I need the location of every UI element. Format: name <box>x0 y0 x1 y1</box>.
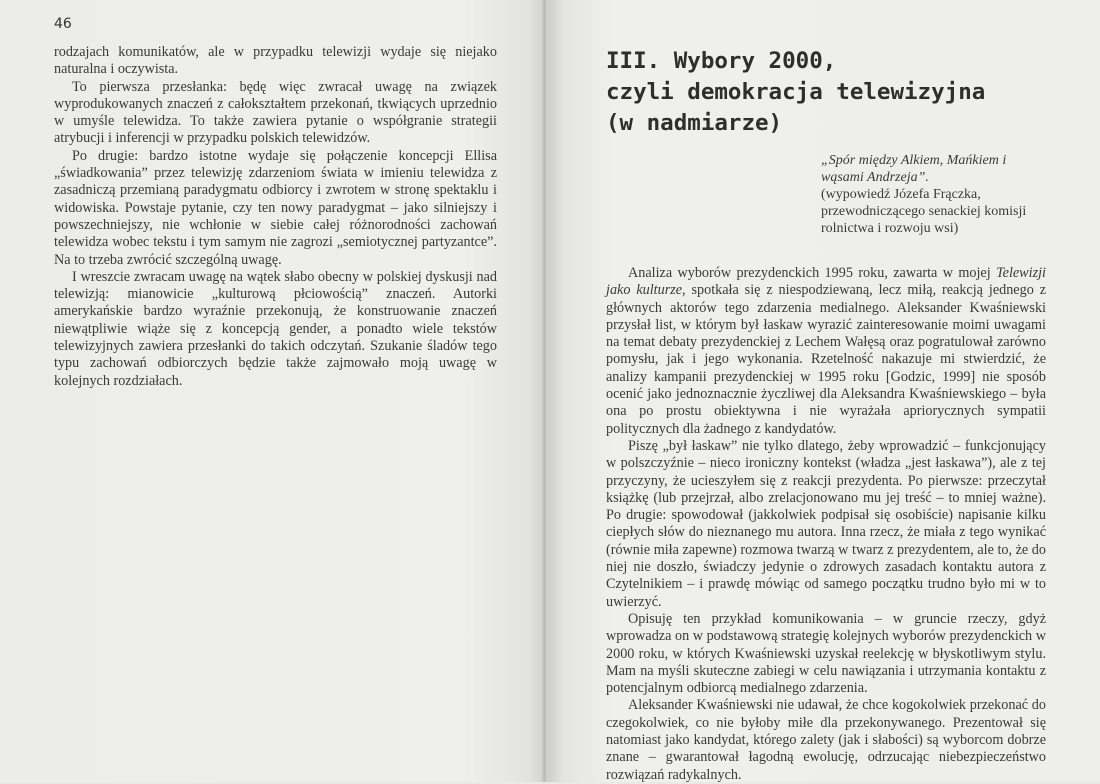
left-page <box>0 0 546 782</box>
paragraph <box>606 265 1046 438</box>
chapter-title <box>606 46 1046 139</box>
chapter-title-line: III. Wybory 2000, <box>606 48 837 74</box>
paragraph: rodzajach komunikatów, ale w przypadku telewizji wydaje się niejako naturalna i oczywista. <box>54 44 497 78</box>
right-page-text <box>606 265 1046 784</box>
page-number: 46 <box>54 16 72 32</box>
book-title: Telewizji jako kulturze <box>606 265 1046 299</box>
paragraph: Po drugie: bardzo istotne wydaje się połączenie koncepcji Ellisa „świadkowania” przez telewizję zdarzeniom świata w imieniu telewidza z zasadniczą przemianą paradygmatu odbiorcy i zwrotem w stronę spektaklu i widowiska. Powstaje pytanie, czy ten nowy paradygmat – jako silniejszy i powszechniejszy, nie wchłonie w siebie całej różnorodności zachowań telewidza wobec tekstu i tym samym nie zagrozi „semiotycznej partyzantce”. Na to trzeba zwrócić szczególną uwagę. <box>54 147 497 268</box>
epigraph <box>821 152 1046 237</box>
chapter-title-line: czyli demokracja telewizyjna <box>606 79 986 105</box>
paragraph: Opisuję ten przykład komunikowania – w gruncie rzeczy, gdyż wprowadza on w podstawową strategię kolejnych wyborów prezydenckich w 2000 roku, w których Kwaśniewski uzyskał reelekcję w błyskotliwym stylu. Mam na myśli skuteczne zabiegi w celu nawiązania i utrzymania kontaktu z potencjalnym odbiorcą medialnego zdarzenia. <box>606 610 1046 697</box>
chapter-title-line: (w nadmiarze) <box>606 110 783 136</box>
paragraph-text: Analiza wyborów prezydenckich 1995 roku, zawarta w mojej <box>628 265 997 281</box>
epigraph-quote: „Spór między Alkiem, Mańkiem i wąsami Andrzeja”. <box>821 153 1007 185</box>
paragraph: To pierwsza przesłanka: będę więc zwracał uwagę na związek wyprodukowanych znaczeń z całokształtem przekonań, tkwiących uprzednio w umyśle telewidza. To także zawiera pytanie o współgranie strategii atrybucji i inferencji w przypadku polskich telewidzów. <box>54 78 497 147</box>
paragraph: Piszę „był łaskaw” nie tylko dlatego, żeby wprowadzić – funkcjonujący w polszczyźnie – nieco ironiczny kontekst (władza „jest łaskawa”), ale z tej przyczyny, że ucieszyłem się z reakcji prezydenta. Po pierwsze: przeczytał książkę (lub przejrzał, albo zrelacjonowano mu jej treść – to mniej ważne). Po drugie: spowodował (jakkolwiek podpisał się osobiście) napisanie kilku ciepłych słów do nieznanego mu autora. Inna rzecz, że miała z tego wynikać (równie miła zapewne) rozmowa twarzą w twarz z prezydentem, ale to, że do niej nie doszło, świadczy jedynie o zdrowych zasadach kontaktu autora z Czytelnikiem – i prawdę mówiąc od samego początku trudno było mi w to uwierzyć. <box>606 437 1046 610</box>
paragraph: Aleksander Kwaśniewski nie udawał, że chce kogokolwiek przekonać do czegokolwiek, co nie byłoby miłe dla przekonywanego. Prezentował się natomiast jako kandydat, którego zalety (jak i słabości) są wyborcom dobrze znane – gwarantował łagodną ewolucję, odrzucając niebezpieczeństwo rozwiązań radykalnych. <box>606 697 1046 783</box>
paragraph-text: , spotkała się z niespodziewaną, lecz miłą, reakcją jednego z głównych aktorów tego zdarzenia medialnego. Aleksander Kwaśniewski przysłał list, w którym był łaskaw wyrazić zainteresowanie moimi uwagami na temat debaty prezydenckiej z Lechem Wałęsą oraz pogratulował zarówno pomysłu, jak i jego wykonania. Rzetelność nakazuje mi stwierdzić, że analizy kampanii prezydenckiej w 1995 roku [Godzic, 1999] nie sposób ocenić jako jednoznacznie życzliwej dla Aleksandra Kwaśniewskiego – była ona po prostu obiektywna i nie wyrażała apriorycznych sympatii politycznych dla żadnego z kandydatów. <box>606 282 1046 437</box>
book-gutter <box>541 0 548 782</box>
left-page-text <box>54 44 497 390</box>
paragraph: I wreszcie zwracam uwagę na wątek słabo obecny w polskiej dyskusji nad telewizją: mianowicie „kulturową płciowością” znaczeń. Autorki amerykańskie bardzo wyraźnie przekonują, że konstruowanie znaczeń niewątpliwie wiąże się z koncepcją gender, a ponadto wiele tekstów telewizyjnych zawiera przesłanki do takich odczytań. Szukanie śladów tego typu zachowań odbiorczych będzie także zajmowało moją uwagę w kolejnych rozdziałach. <box>54 268 497 389</box>
epigraph-attribution: (wypowiedź Józefa Frączka, przewodniczącego senackiej komisji rolnictwa i rozwoju wsi) <box>821 187 1027 236</box>
